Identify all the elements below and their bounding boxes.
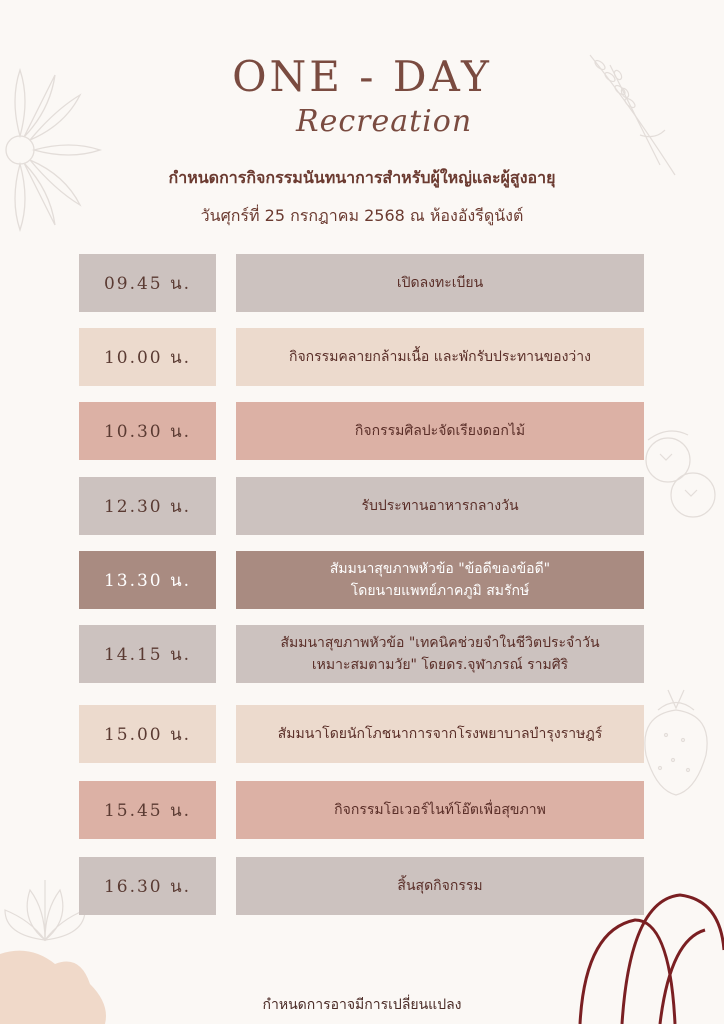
activity-line: กิจกรรมโอเวอร์ไนท์โอ๊ตเพื่อสุขภาพ <box>334 802 546 818</box>
schedule-activity <box>236 254 644 312</box>
schedule-time: 16.30 น. <box>79 857 216 915</box>
schedule-row <box>0 551 724 609</box>
schedule-row <box>0 254 724 312</box>
schedule-activity <box>236 781 644 839</box>
schedule-activity <box>236 402 644 460</box>
activity-line: เปิดลงทะเบียน <box>396 275 484 291</box>
schedule-activity <box>236 857 644 915</box>
schedule-row <box>0 402 724 460</box>
event-dateline: วันศุกร์ที่ 25 กรกฎาคม 2568 ณ ห้องอังรีดูนังต์ <box>200 206 524 225</box>
activity-line: สัมมนาสุขภาพหัวข้อ "ข้อดีของข้อดี" <box>329 561 551 577</box>
schedule-activity <box>236 551 644 609</box>
schedule-time: 14.15 น. <box>79 625 216 683</box>
activity-line-2: เหมาะสมตามวัย" โดยดร.จุฬาภรณ์ รามศิริ <box>311 657 569 673</box>
activity-line: สัมมนาสุขภาพหัวข้อ "เทคนิคช่วยจำในชีวิตประจำวัน <box>280 635 600 651</box>
schedule-time: 09.45 น. <box>79 254 216 312</box>
activity-line: สิ้นสุดกิจกรรม <box>397 878 483 894</box>
page-script-title: Recreation <box>296 104 473 139</box>
activity-line: กิจกรรมศิลปะจัดเรียงดอกไม้ <box>354 423 526 439</box>
activity-line: สัมมนาโดยนักโภชนาการจากโรงพยาบาลบำรุงราษฎร์ <box>277 726 603 742</box>
schedule-time: 15.45 น. <box>79 781 216 839</box>
schedule-activity <box>236 328 644 386</box>
schedule-row <box>0 781 724 839</box>
schedule-row <box>0 625 724 683</box>
schedule-time: 10.00 น. <box>79 328 216 386</box>
schedule-time: 15.00 น. <box>79 705 216 763</box>
activity-line: รับประทานอาหารกลางวัน <box>361 498 519 514</box>
schedule-activity <box>236 705 644 763</box>
schedule-row <box>0 857 724 915</box>
activity-line: กิจกรรมคลายกล้ามเนื้อ และพักรับประทานของว่าง <box>289 349 591 365</box>
page-subtitle: กำหนดการกิจกรรมนันทนาการสำหรับผู้ใหญ่และผู้สูงอายุ <box>168 168 556 187</box>
schedule-time: 13.30 น. <box>79 551 216 609</box>
schedule-row <box>0 328 724 386</box>
activity-line-2: โดยนายแพทย์ภาคภูมิ สมรักษ์ <box>350 583 530 599</box>
schedule-time: 12.30 น. <box>79 477 216 535</box>
schedule-activity <box>236 477 644 535</box>
schedule-time: 10.30 น. <box>79 402 216 460</box>
footer-note: กำหนดการอาจมีการเปลี่ยนแปลง <box>262 997 462 1013</box>
page-title: ONE - DAY <box>232 52 492 101</box>
schedule-row <box>0 477 724 535</box>
schedule-row <box>0 705 724 763</box>
schedule-activity <box>236 625 644 683</box>
